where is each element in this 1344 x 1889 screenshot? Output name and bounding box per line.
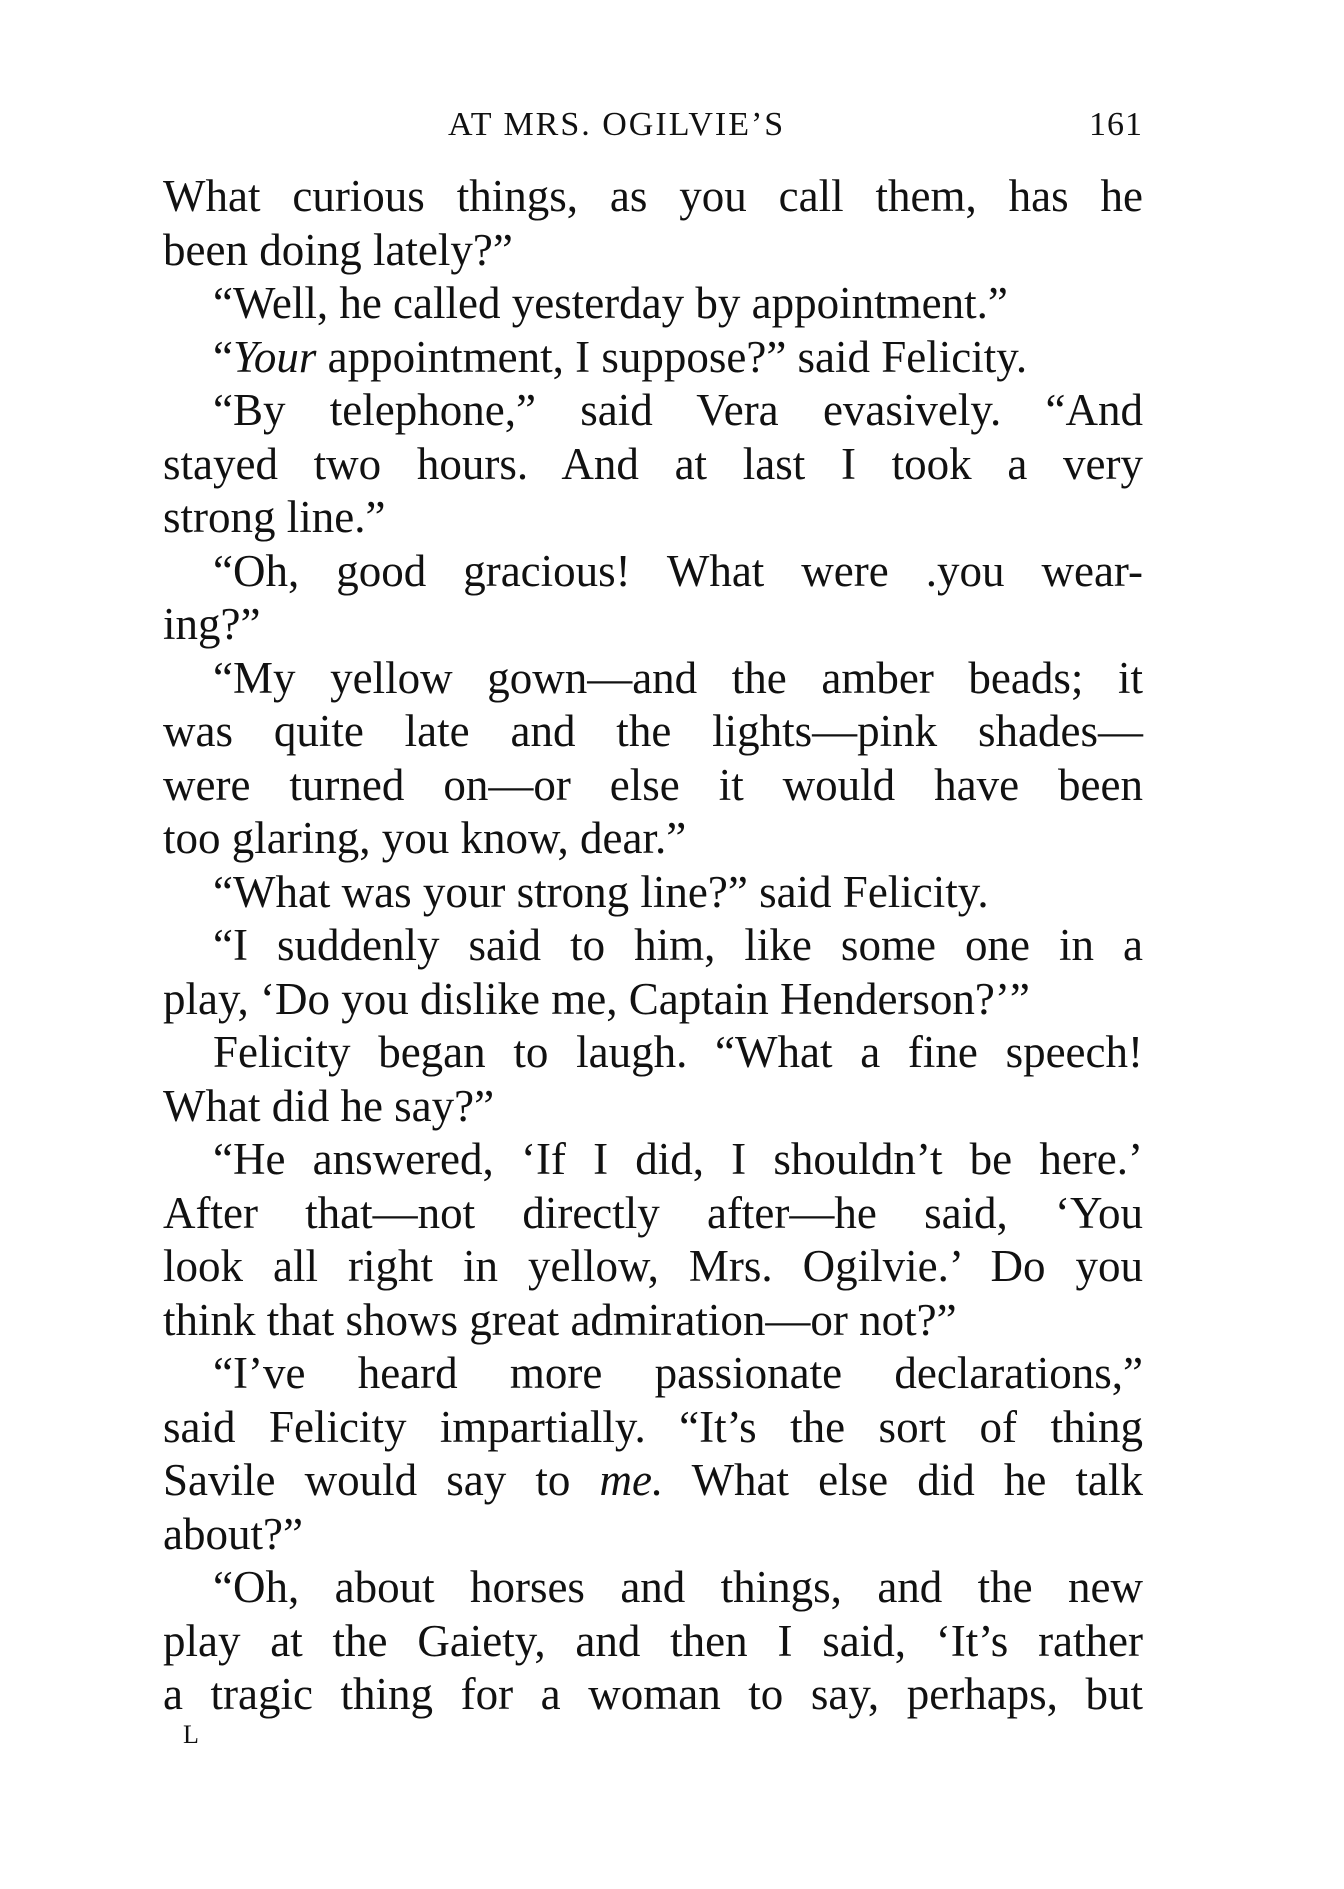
italic-text: me. bbox=[599, 1455, 664, 1505]
text-line: “Oh, good gracious! What were .you wear- bbox=[213, 545, 1143, 596]
text-segment: What else did he talk bbox=[663, 1455, 1143, 1505]
italic-text: Your bbox=[232, 331, 317, 382]
text-segment: Savile would say to bbox=[163, 1455, 600, 1505]
text-line: “I’ve heard more passionate declarations,” bbox=[213, 1348, 1143, 1398]
text-segment: appointment, I suppose?” said Felicity. bbox=[316, 331, 1028, 382]
running-head bbox=[163, 100, 1143, 160]
text-line: look all right in yellow, Mrs. Ogilvie.’ Do you bbox=[163, 1241, 1143, 1291]
text-line: about?” bbox=[163, 1508, 303, 1559]
text-line: “I suddenly said to him, like some one in a bbox=[213, 920, 1143, 970]
text-line: Felicity began to laugh. “What a fine speech! bbox=[213, 1027, 1143, 1077]
text-line: After that—not directly after—he said, ‘You bbox=[163, 1187, 1143, 1238]
page-number: 161 bbox=[1089, 106, 1143, 143]
signature-mark: L bbox=[183, 1720, 200, 1749]
text-line bbox=[163, 331, 1143, 385]
text-line: What did he say?” bbox=[163, 1080, 495, 1131]
text-line: too glaring, you know, dear.” bbox=[163, 813, 687, 863]
book-page bbox=[163, 100, 1143, 1749]
text-line: “Well, he called yesterday by appointment.” bbox=[213, 278, 1008, 328]
text-line: “He answered, ‘If I did, I shouldn’t be here.’ bbox=[213, 1134, 1143, 1184]
text-line: “Oh, about horses and things, and the new bbox=[213, 1562, 1143, 1612]
text-line: think that shows great admiration—or not?” bbox=[163, 1294, 957, 1345]
text-line: stayed two hours. And at last I took a very bbox=[163, 438, 1143, 489]
text-line: been doing lately?” bbox=[163, 224, 513, 275]
text-segment: “ bbox=[213, 331, 233, 382]
text-line: play at the Gaiety, and then I said, ‘It’s rather bbox=[163, 1615, 1143, 1666]
text-line: play, ‘Do you dislike me, Captain Henderson?’” bbox=[163, 973, 1030, 1024]
text-line: ing?” bbox=[163, 599, 261, 649]
body-text bbox=[163, 170, 1143, 1722]
text-line: strong line.” bbox=[163, 492, 386, 542]
text-line: “My yellow gown—and the amber beads; it bbox=[213, 652, 1143, 703]
text-line: What curious things, as you call them, has he bbox=[163, 171, 1143, 221]
text-line: were turned on—or else it would have been bbox=[163, 759, 1143, 810]
text-line: said Felicity impartially. “It’s the sort of thing bbox=[163, 1401, 1143, 1452]
running-title: AT MRS. OGILVIE’S bbox=[448, 106, 786, 143]
text-line: was quite late and the lights—pink shades— bbox=[163, 706, 1143, 756]
text-line: a tragic thing for a woman to say, perhaps, but bbox=[163, 1669, 1143, 1719]
text-line: “By telephone,” said Vera evasively. “And bbox=[213, 385, 1143, 435]
text-line: “What was your strong line?” said Felicity. bbox=[213, 866, 989, 917]
text-line bbox=[163, 1454, 1143, 1508]
